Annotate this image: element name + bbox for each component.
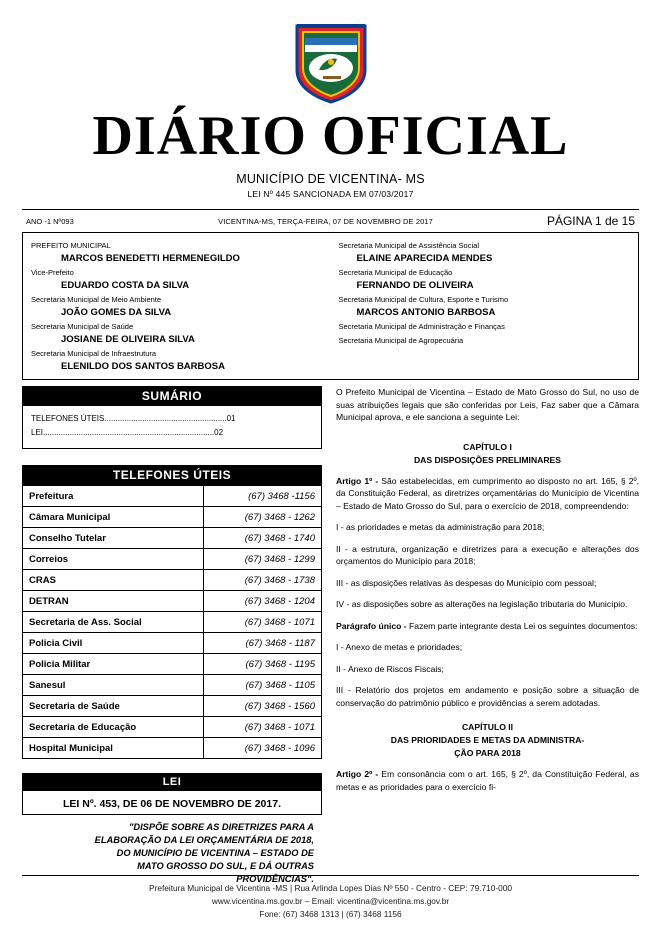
table-row [23, 507, 322, 528]
anexo-item: III - Relatório dos projetos em andamento e posição sobre a situação de conservação do patrimônio público e providências a serem adotadas. [336, 685, 639, 708]
telefone-name: Prefeitura [23, 486, 204, 507]
anexo-item: II - Anexo de Riscos Fiscais; [336, 663, 444, 674]
page-title: DIÁRIO OFICIAL [92, 105, 569, 167]
spacer [336, 467, 639, 475]
official-name: FERNANDO DE OLIVEIRA [356, 280, 474, 291]
telefone-number: (67) 3468 - 1187 [204, 633, 322, 654]
official-role: Secretaria Municipal de Agropecuária [338, 336, 464, 345]
capitulo1-line2: DAS DISPOSIÇÕES PRELIMINARES [413, 454, 562, 465]
official-role: Secretaria Municipal de Administração e Finanças [338, 322, 505, 331]
telefone-name: Secretaria de Ass. Social [23, 612, 204, 633]
sumario-line[interactable]: LEI.............................................................................02 [31, 428, 224, 437]
intro-paragraph: O Prefeito Municipal de Vicentina – Estado de Mato Grosso do Sul, no uso de suas atribuições legais que são conferidas por Leis, Faz saber que a Câmara Municipal aprova, e ele sanciona a seguinte Lei: [336, 387, 639, 422]
sumario-box [22, 406, 322, 449]
official-role: Secretaria Municipal de Assistência Social [338, 241, 479, 250]
lei-section [22, 773, 322, 890]
table-row [23, 738, 322, 759]
official-role: Secretaria Municipal de Meio Ambiente [31, 295, 162, 304]
inciso-item: II - a estrutura, organização e diretrizes para a execução e alterações dos orçamentos do Município para 2018; [336, 543, 639, 566]
officials-column-right [331, 238, 639, 373]
artigo2-text: Em consonância com o art. 165, § 2º, da Constituição Federal, as metas e as prioridades para o exercício fi- [336, 769, 639, 792]
telefone-number: (67) 3468 - 1299 [204, 549, 322, 570]
table-row [23, 654, 322, 675]
inciso-item: III - as disposições relativas às despesas do Município com pessoal; [336, 577, 597, 588]
telefone-number: (67) 3468 - 1262 [204, 507, 322, 528]
anexo-item: I - Anexo de metas e prioridades; [336, 642, 463, 652]
table-row [23, 486, 322, 507]
telefone-name: Sanesul [23, 675, 204, 696]
footer-address: Prefeitura Municipal de Vicentina -MS | Rua Arlinda Lopes Dias Nº 550 - Centro - CEP: 79.710-000 [149, 883, 512, 893]
telefone-name: Câmara Municipal [23, 507, 204, 528]
official-role: Secretaria Municipal de Educação [338, 268, 453, 277]
telefone-name: DETRAN [23, 591, 204, 612]
capitulo2-line1: CAPÍTULO II [461, 722, 514, 732]
masthead [0, 0, 661, 199]
footer-web[interactable]: www.vicentina.ms.gov.br – Email: vicentina@vicentina.ms.gov.br [211, 896, 450, 906]
official-role: Secretaria Municipal de Infraestrutura [31, 349, 157, 358]
official-name: EDUARDO COSTA DA SILVA [61, 280, 190, 291]
column-gap [322, 386, 336, 890]
page-footer [22, 875, 639, 921]
official-name: MARCOS ANTONIO BARBOSA [356, 307, 496, 318]
telefone-number: (67) 3468 - 1740 [204, 528, 322, 549]
telefone-number: (67) 3468 - 1738 [204, 570, 322, 591]
capitulo2-line3: ÇÃO PARA 2018 [454, 748, 521, 758]
official-name: MARCOS BENEDETTI HERMENEGILDO [61, 253, 240, 264]
telefone-name: Hospital Municipal [23, 738, 204, 759]
right-column [336, 386, 639, 890]
telefone-number: (67) 3468 - 1204 [204, 591, 322, 612]
lei-header: LEI [22, 773, 322, 791]
inciso-item: IV - as disposições sobre as alterações na legislação tributaria do Município. [336, 599, 628, 609]
ano-edicao: ANO -1 Nº093 [26, 216, 74, 226]
table-row [23, 696, 322, 717]
telefone-number: (67) 3468 -1156 [204, 486, 322, 507]
telefones-table [22, 485, 322, 759]
telefone-name: Policia Civil [23, 633, 204, 654]
spacer [336, 760, 639, 768]
capitulo1-line1: CAPÍTULO I [463, 441, 512, 452]
paragrafo-unico [336, 620, 639, 633]
official-name: ELENILDO DOS SANTOS BARBOSA [61, 361, 225, 372]
lei-sancionada-text: LEI Nº 445 SANCIONADA EM 07/03/2017 [247, 189, 414, 199]
page-number: PÁGINA 1 de 15 [546, 214, 635, 228]
paragrafo-text: Fazem parte integrante desta Lei os seguintes documentos: [406, 620, 638, 631]
telefone-number: (67) 3468 - 1096 [204, 738, 322, 759]
spacer [336, 433, 639, 441]
telefone-number: (67) 3468 - 1071 [204, 717, 322, 738]
telefone-name: CRAS [23, 570, 204, 591]
table-row [23, 591, 322, 612]
table-row [23, 633, 322, 654]
inciso-item: I - as prioridades e metas da administração para 2018; [336, 522, 545, 532]
table-row [23, 570, 322, 591]
municipio-subtitle: MUNICÍPIO DE VICENTINA- MS [236, 172, 425, 186]
artigo1-paragraph [336, 475, 639, 513]
edition-date: VICENTINA-MS, TERÇA-FEIRA, 07 DE NOVEMBRO DE 2017 [218, 216, 433, 226]
telefone-number: (67) 3468 - 1105 [204, 675, 322, 696]
telefone-name: Conselho Tutelar [23, 528, 204, 549]
telefone-number: (67) 3468 - 1071 [204, 612, 322, 633]
artigo2-label: Artigo 2º - [336, 769, 379, 779]
official-name: JOSIANE DE OLIVEIRA SILVA [61, 334, 195, 345]
paragrafo-label: Parágrafo único - [336, 620, 407, 631]
telefone-name: Correios [23, 549, 204, 570]
table-row [23, 717, 322, 738]
officials-column-left [23, 238, 331, 373]
body-columns [22, 386, 639, 890]
telefone-number: (67) 3468 - 1195 [204, 654, 322, 675]
capitulo2-line2: DAS PRIORIDADES E METAS DA ADMINISTRA- [390, 735, 585, 745]
telefone-name: Policia Militar [23, 654, 204, 675]
official-role: PREFEITO MUNICIPAL [31, 241, 111, 250]
table-row [23, 528, 322, 549]
footer-phone: Fone: (67) 3468 1313 | (67) 3468 1156 [259, 909, 402, 919]
telefone-name: Secretaria de Educação [23, 717, 204, 738]
telefones-section [22, 465, 322, 759]
lei-ementa: "DISPÕE SOBRE AS DIRETRIZES PARA A ELABORAÇÃO DA LEI ORÇAMENTÁRIA DE 2018, DO MUNICÍPIO DE VICENTINA – ESTADO DE MATO GROSSO DO SUL, E DÁ OUTRAS PROVIDÊNCIAS". [94, 822, 314, 884]
telefone-number: (67) 3468 - 1560 [204, 696, 322, 717]
table-row [23, 549, 322, 570]
artigo1-text: São estabelecidas, em cumprimento ao disposto no art. 165, § 2º, da Constituição Federal, as diretrizes orçamentárias do Município de Vicentina – Estado de Mato Grosso do Sul, para o exercício de 2018, compreendendo: [336, 475, 639, 511]
official-role: Secretaria Municipal de Saúde [31, 322, 134, 331]
official-name: ELAINE APARECIDA MENDES [356, 253, 493, 264]
sumario-line[interactable]: TELEFONES ÚTEIS.......................................................01 [31, 414, 236, 423]
table-row [23, 675, 322, 696]
coat-of-arms-icon [289, 18, 373, 106]
official-role: Secretaria Municipal de Cultura, Esporte e Turismo [338, 295, 509, 304]
artigo2-paragraph [336, 768, 639, 793]
officials-block [22, 233, 639, 380]
official-name: JOÃO GOMES DA SILVA [61, 307, 172, 318]
left-column [22, 386, 322, 890]
table-row [23, 612, 322, 633]
meta-bar [22, 209, 639, 233]
artigo1-label: Artigo 1º - [336, 475, 379, 486]
sumario-header: SUMÁRIO [22, 386, 322, 406]
telefones-header: TELEFONES ÚTEIS [22, 465, 322, 485]
official-role: Vice-Prefeito [31, 268, 74, 277]
telefone-name: Secretaria de Saúde [23, 696, 204, 717]
lei-numero: LEI Nº. 453, DE 06 DE NOVEMBRO DE 2017. [22, 791, 322, 815]
